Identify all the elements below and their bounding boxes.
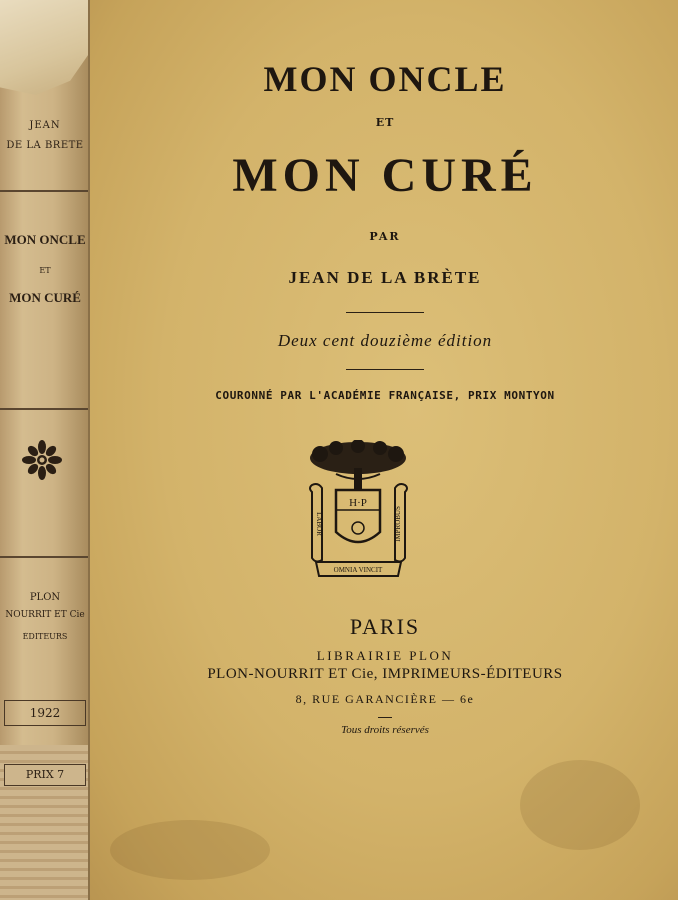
divider-rule <box>346 312 424 313</box>
emblem-monogram: H·P <box>349 497 367 509</box>
cover-award: COURONNÉ PAR L'ACADÉMIE FRANÇAISE, PRIX MONTYON <box>215 389 555 402</box>
printer-mark-tree-icon <box>306 440 411 580</box>
cover-publisher-line1: LIBRAIRIE PLON <box>316 648 454 663</box>
spine-author-line1: JEAN <box>29 120 61 131</box>
spine-price-box <box>4 764 86 786</box>
spine-author-line2: DE LA BRÈTE <box>6 140 84 151</box>
book-cover <box>88 0 678 900</box>
spine-torn-top <box>0 0 90 95</box>
cover-rights: Tous droits réservés <box>341 724 429 736</box>
spine-rule <box>0 556 90 558</box>
emblem-left-scroll: LABOR <box>315 512 323 536</box>
spine-rule <box>0 190 90 192</box>
cover-par: PAR <box>369 230 401 243</box>
book-spine <box>0 0 90 900</box>
spine-publisher-line3: ÉDITEURS <box>22 632 68 641</box>
cover-title-line2: MON CURÉ <box>232 149 538 202</box>
cover-city: PARIS <box>349 614 421 639</box>
cover-title-et: ET <box>375 116 395 129</box>
paper-stain <box>520 760 640 850</box>
cover-address: 8, RUE GARANCIÈRE — 6e <box>295 692 475 706</box>
spine-rule <box>0 408 90 410</box>
spine-title-line2: MON CURÉ <box>9 290 81 305</box>
spine-publisher-line1: PLON <box>29 592 61 603</box>
spine-year-box <box>4 700 86 726</box>
divider-rule <box>346 369 424 370</box>
cover-title-line1: MON ONCLE <box>263 59 507 99</box>
spine-year: 1922 <box>29 706 61 720</box>
paper-stain <box>110 820 270 880</box>
spine-title-line1: MON ONCLE <box>4 232 86 247</box>
emblem-right-scroll: IMPROBUS <box>394 506 402 542</box>
cover-publisher-line2: PLON-NOURRIT ET Cie, IMPRIMEURS-ÉDITEURS <box>207 666 563 682</box>
divider-rule <box>378 717 392 718</box>
cover-author: JEAN DE LA BRÈTE <box>288 268 482 287</box>
spine-publisher-line2: NOURRIT ET Cie <box>5 610 85 620</box>
spine-title-et: ET <box>39 266 51 275</box>
spine-price: PRIX 7 <box>25 768 65 781</box>
cover-edition: Deux cent douzième édition <box>277 331 493 350</box>
emblem-bottom-scroll: OMNIA VINCIT <box>333 566 383 574</box>
flower-rosette-icon <box>20 438 64 482</box>
